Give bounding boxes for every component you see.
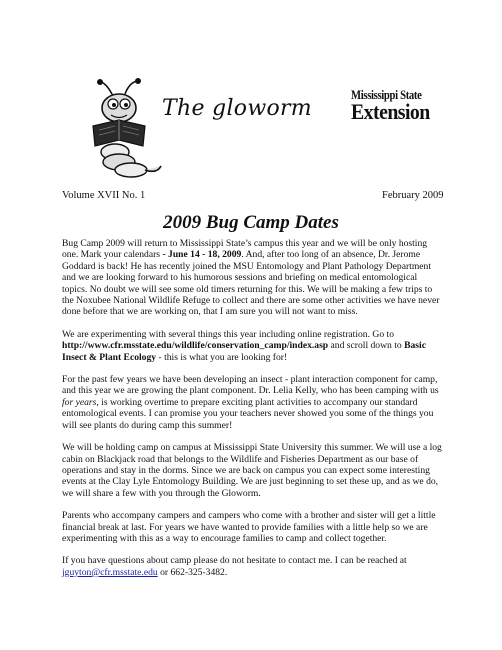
text: , is working overtime to prepare exciting plant activities to accompany our standard entomological events. I can promise you your teachers never showed you some of the things you will see plants do during camp this summer! (62, 396, 434, 431)
text: - this is what you are looking for! (156, 351, 288, 363)
issue-volume: Volume XVII No. 1 (62, 190, 146, 201)
registration-url[interactable]: http://www.cfr.msstate.edu/wildlife/conservation_camp/index.asp (62, 340, 329, 352)
paragraph-families: Parents who accompany campers and campers who come with a brother and sister will get a little financial break at last. For years we have wanted to provide families with a little help so we are experimenting with this as a way to encourage families to camp and collect together. (62, 510, 436, 544)
paragraph-contact (62, 555, 444, 578)
paragraph-location: We will be holding camp on campus at Mississippi State University this summer. We will use a log cabin on Blackjack road that belongs to the Wildlife and Fisheries Department as our base of operations and stay in the dorms. Since we are back on campus you can expect some interesting events at the Clay Lyle Entomology Building. We are just beginning to set these up, and as we do, we will share a few with you through the Gloworm. (62, 442, 442, 499)
paragraph-registration (62, 329, 444, 363)
text: Bug Camp 2009 will return to Mississippi State’s campus this year and we will be only hosting one. Mark your calendars (62, 238, 428, 261)
text: or 662-325-3482. (157, 566, 228, 578)
camp-section-name: Basic Insect & Plant Ecology (62, 340, 426, 363)
text: . And, after too long of an absence, Dr. Jerome Goddard is back! He has recently joined the MSU Entomology and Plant Pathology Department and we are looking forward to his humorous sessions and briefing on medical entomological topics. No doubt we will see some old timers returning for this. We will be making a few trips to the Noxubee National Wildlife Refuge to collect and there are some other activities we have never done before that we are working on, that I am sure you will not want to miss. (62, 249, 440, 318)
paragraph-plants (62, 374, 444, 431)
msu-extension-logo (345, 87, 437, 133)
contact-email-link[interactable]: jguyton@cfr.msstate.edu (62, 566, 158, 578)
camp-dates: - June 14 - 18, 2009 (162, 249, 242, 261)
issue-date: February 2009 (382, 190, 444, 201)
emphasis: for years (62, 396, 97, 408)
text: For the past few years we have been developing an insect - plant interaction component for camp, and this year we are growing the plant component. Dr. Lelia Kelly, who has been camping with us (62, 374, 439, 397)
text: and scroll down to (328, 340, 405, 352)
logo-university-name: Mississippi State (351, 87, 422, 102)
article-body (62, 238, 444, 589)
article-headline: 2009 Bug Camp Dates (163, 212, 339, 233)
glowworm-reading-book-icon (85, 78, 165, 180)
text: If you have questions about camp please do not hesitate to contact me. I can be reached at (62, 555, 407, 567)
paragraph-intro (62, 238, 444, 318)
newsletter-title: The gloworm (162, 96, 312, 121)
logo-extension: Extension (351, 99, 430, 124)
text: We are experimenting with several things this year including online registration. Go to (62, 328, 394, 340)
